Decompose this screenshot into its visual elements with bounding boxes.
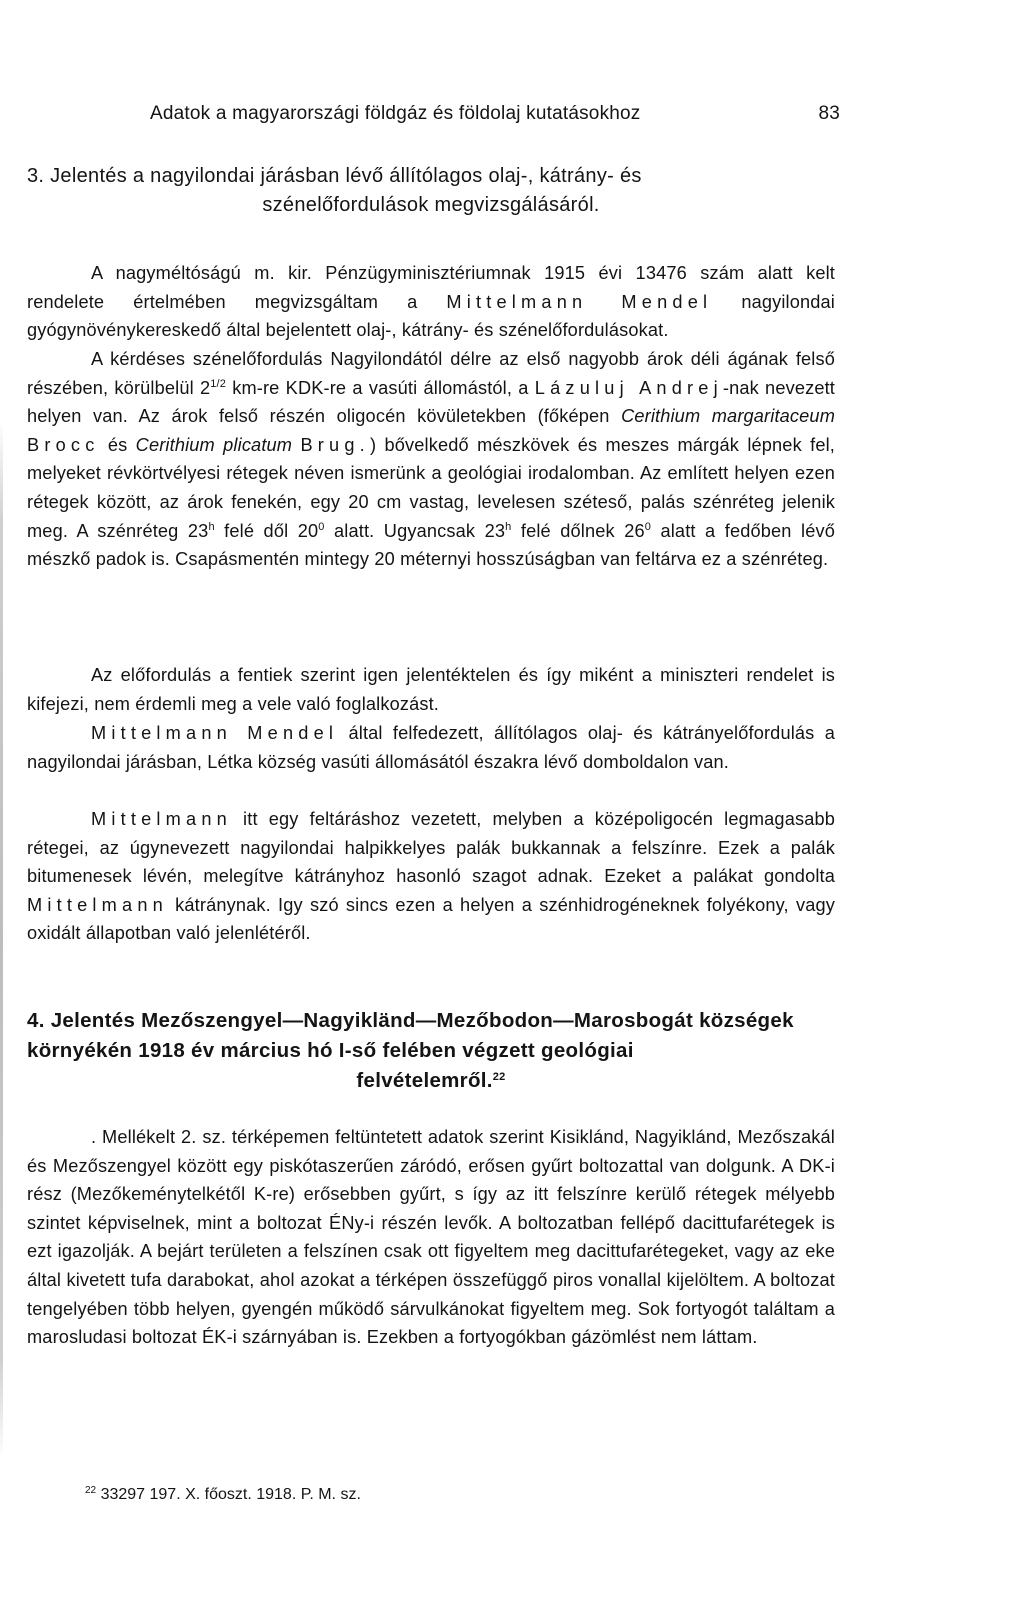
text: . Mellékelt 2. sz. térképemen feltüntetett adatok szerint Kisiklánd, Nagyiklánd, Mezőszakál és Mezőszengyel között egy piskótaszerűen záródó, erősen gyűrt boltozattal van dolgunk. A DK-i rész (Mezőkeménytelkétől K-re) erősebben gyűrt, s így az itt felszínre kerülő rétegek mélyebb szintet képviselnek, mint a boltozat ÉNy-i részén levők. A boltozatban fellépő dacittufarétegek is ezt igazolják. A bejárt területen a felszínen csak ott figyeltem meg dacittufarétegeket, vagy az eke által kivetett tufa darabokat, ahol azokat a térképen összefüggő piros vonallal kijelöltem. A boltozat tengelyében több helyen, gyengén működő sárvulkánokat figyeltem meg. Sok fortyogót találtam a marosludasi boltozat ÉK-i szárnyában is. Ezekben a fortyogókban gázömlést nem láttam. <box>27 1127 835 1348</box>
paragraph-shale-outcrop <box>27 805 835 948</box>
person-name: Mittelmann Mendel <box>91 723 339 743</box>
section-4-title-text: 4. Jelentés Mezőszengyel—Nagyikländ—Mezőbodon—Marosbogát községek környékén 1918 év március hó I-ső felében végzett geológiai <box>27 1009 794 1062</box>
page-number: 83 <box>818 103 840 124</box>
text: alatt. Ugyancsak 23 <box>324 520 506 541</box>
section-4-title-end: felvételemről. <box>356 1069 493 1092</box>
running-title: Adatok a magyarországi földgáz és földolaj kutatásokhoz <box>150 103 641 124</box>
species-name: Cerithium margaritaceum <box>621 406 835 427</box>
text: és <box>99 434 136 455</box>
footnote-number: 22 <box>85 1485 97 1496</box>
text: nagyilondai gyógynövénykereskedő által bejelentett olaj-, kátrány- és szénelőfordulásokat. <box>27 291 835 341</box>
species-author: Brug. <box>300 434 370 455</box>
person-name: Mittelmann <box>91 809 232 829</box>
hour-mark: h <box>208 520 215 533</box>
footnote-ref: 22 <box>492 1071 506 1083</box>
species-author: Brocc <box>27 434 100 455</box>
text: itt egy feltáráshoz vezetett, melyben a középoligocén legmagasabb rétegei, az úgynevezett nagyilondai halpikkelyes palák bukkannak a felszínre. Ezek a palák bitumenesek lévén, melegítve kátrányhoz hasonló szagot adnak. Ezeket a palákat gondolta <box>27 809 835 887</box>
text: A kérdéses szénelőfordulás Nagyilondától délre az első nagyobb árok déli ágának felső részében, körülbelül 2 <box>27 349 835 398</box>
text: km-re KDK-re a vasúti állomástól, a <box>226 377 535 398</box>
person-name: Mittelmann Mendel <box>446 291 713 312</box>
text: ) bővelkedő mészkövek és meszes márgák lépnek fel, melyeket révkörtvélyesi rétegek néven ismerünk a geológiai irodalomban. Az említett helyen ezen rétegek között, az árok fenekén, egy 20 cm vastag, levelesen széteső, palás szénréteg jelenik meg. A szénréteg 23 <box>27 434 836 541</box>
scan-shadow-edge <box>0 420 3 1460</box>
text: alatt a fedőben lévő mészkő padok is. Csapásmentén mintegy 20 méternyi hosszúságban van feltárva ez a szénréteg. <box>27 520 835 570</box>
text: felé dőlnek 26 <box>511 520 645 541</box>
footnote <box>85 1486 361 1504</box>
paragraph-decree <box>27 259 835 345</box>
section-3-title-line-2: szénelőfordulások megvizsgálásáról. <box>262 194 600 216</box>
text: felé dől 20 <box>214 520 319 541</box>
running-header <box>150 103 840 131</box>
paragraph-anticline <box>27 1123 835 1352</box>
fraction: 1/2 <box>210 377 227 390</box>
text: kátránynak. Igy szó sincs ezen a helyen a szénhidrogéneknek folyékony, vagy oxidált állapotban való jelenlétéről. <box>27 894 835 944</box>
paragraph-coal-occurrence <box>27 345 835 574</box>
section-3-title <box>27 162 835 220</box>
text: által felfedezett, állítólagos olaj- és kátrányelőfordulás a nagyilondai járásban, Létka község vasúti állomásától északra lévő domboldalon van. <box>27 723 835 772</box>
degree-mark: 0 <box>644 520 652 533</box>
person-name: Mittelmann <box>27 894 168 915</box>
text: Az előfordulás a fentiek szerint igen jelentéktelen és így miként a miniszteri rendelet is kifejezi, nem érdemli meg a vele való foglalkozást. <box>27 665 835 714</box>
footnote-text: 33297 197. X. főoszt. 1918. P. M. sz. <box>96 1486 361 1503</box>
degree-mark: 0 <box>318 520 325 533</box>
place-name: Lázuluj Andrej <box>534 377 723 398</box>
section-4-title <box>27 1006 835 1096</box>
text: -nak nevezett helyen van. Az árok felső részén oligocén kövületekben (főképen <box>27 377 836 427</box>
paragraph-mittelmann-discovery <box>27 719 835 776</box>
hour-mark: h <box>505 520 512 533</box>
paragraph-conclusion <box>27 661 835 718</box>
species-name: Cerithium plicatum <box>135 434 293 455</box>
text: A nagyméltóságú m. kir. Pénzügyminisztériumnak 1915 évi 13476 szám alatt kelt rendelete értelmében megvizsgáltam a <box>27 263 835 312</box>
section-3-title-line-1: 3. Jelentés a nagyilondai járásban lévő állítólagos olaj-, kátrány- és <box>27 165 642 187</box>
